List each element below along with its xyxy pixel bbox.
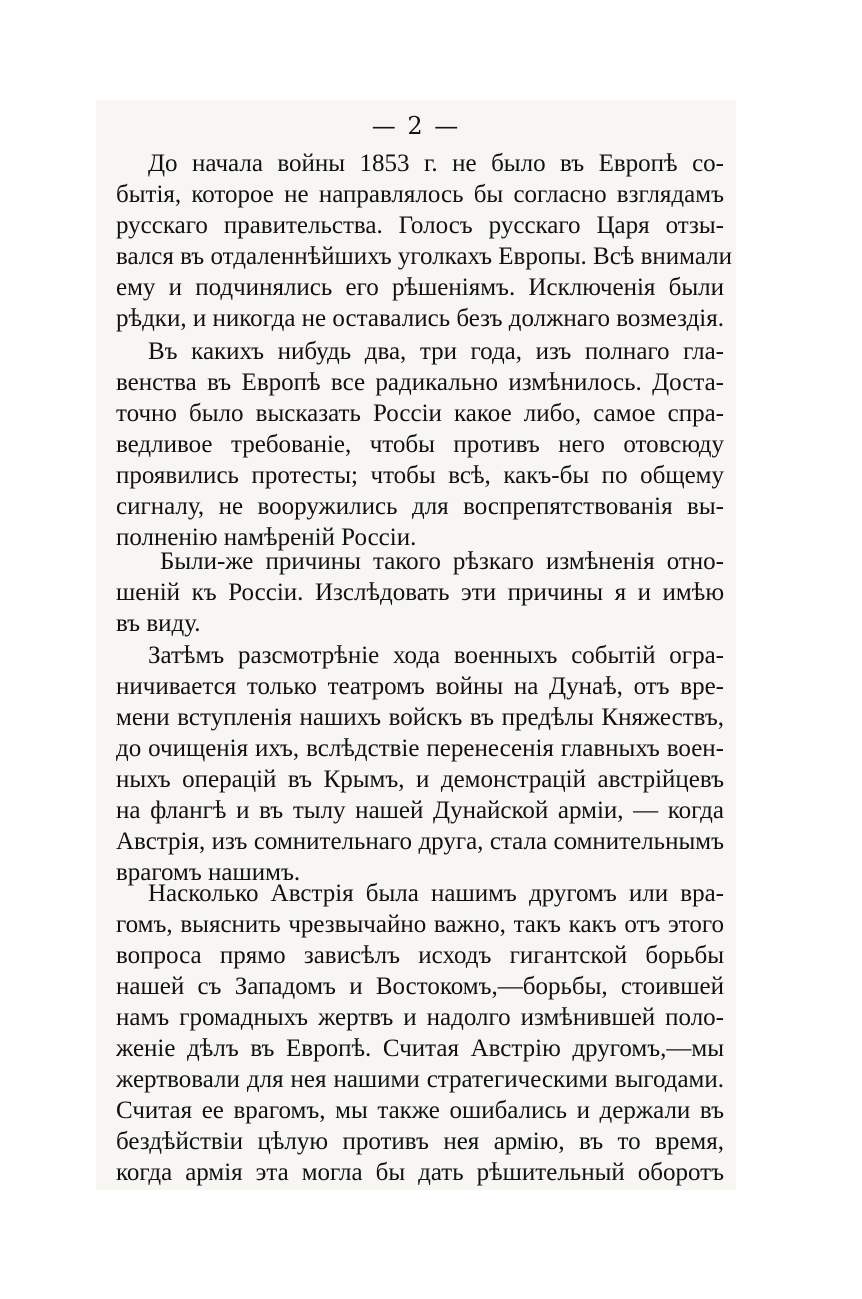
- text-line: гомъ, выяснить чрезвычайно важно, такъ какъ отъ этого: [116, 911, 724, 938]
- text-line: Были-же причины такого рѣзкаго измѣненія отно-: [160, 548, 724, 575]
- text-line: Насколько Австрія была нашимъ другомъ или вра-: [148, 880, 724, 907]
- text-line: русскаго правительства. Голосъ русскаго Царя отзы-: [116, 212, 724, 239]
- text-line: Считая ее врагомъ, мы также ошибались и держали въ: [116, 1097, 724, 1124]
- text-line: намъ громадныхъ жертвъ и надолго измѣнившей поло-: [116, 1004, 724, 1031]
- text-line: сигналу, не вооружились для воспрепятствованія вы-: [116, 493, 724, 520]
- text-line: рѣдки, и никогда не оставались безъ должнаго возмездія.: [116, 305, 724, 332]
- paragraph-2: [116, 336, 724, 553]
- text-line: Затѣмъ разсмотрѣніе хода военныхъ событій огра-: [148, 642, 724, 669]
- text-line: на флангѣ и въ тылу нашей Дунайской арміи, — когда: [116, 797, 724, 824]
- paragraph-4: [116, 640, 724, 888]
- book-page: [96, 100, 736, 1190]
- text-line: Въ какихъ нибудь два, три года, изъ полнаго гла-: [148, 338, 724, 365]
- text-line: вопроса прямо зависѣлъ исходъ гигантской борьбы: [116, 942, 724, 969]
- text-line: ему и подчинялись его рѣшеніямъ. Исключенія были: [116, 274, 724, 301]
- paragraph-3: [116, 546, 724, 639]
- text-line: когда армія эта могла бы дать рѣшительный оборотъ: [116, 1159, 724, 1186]
- text-line: До начала войны 1853 г. не было въ Европѣ со-: [148, 150, 724, 177]
- text-line: ныхъ операцій въ Крымъ, и демонстрацій австрійцевъ: [116, 766, 724, 793]
- text-line: бытія, которое не направлялось бы согласно взглядамъ: [116, 181, 724, 208]
- text-line: въ виду.: [116, 610, 201, 637]
- text-line: Австрія, изъ сомнительнаго друга, стала сомнительнымъ: [116, 828, 724, 855]
- text-line: бездѣйствіи цѣлую противъ нея армію, въ то время,: [116, 1128, 724, 1155]
- text-line: точно было высказать Россіи какое либо, самое спра-: [116, 400, 724, 427]
- text-line: до очищенія ихъ, вслѣдствіе перенесенія главныхъ воен-: [116, 735, 724, 762]
- text-line: шеній къ Россіи. Изслѣдовать эти причины я и имѣю: [116, 579, 724, 606]
- text-line: проявились протесты; чтобы всѣ, какъ-бы по общему: [116, 462, 724, 489]
- text-line: мени вступленія нашихъ войскъ въ предѣлы Княжествъ,: [116, 704, 724, 731]
- text-line: венства въ Европѣ все радикально измѣнилось. Доста-: [116, 369, 724, 396]
- text-line: ведливое требованіе, чтобы противъ него отовсюду: [116, 431, 724, 458]
- paragraph-5: [116, 878, 724, 1188]
- text-line: нашей съ Западомъ и Востокомъ,—борьбы, стоившей: [116, 973, 724, 1000]
- text-line: женіе дѣлъ въ Европѣ. Считая Австрію другомъ,—мы: [116, 1035, 724, 1062]
- page-number: — 2 —: [371, 112, 461, 140]
- text-line: ничивается только театромъ войны на Дунаѣ, отъ вре-: [116, 673, 724, 700]
- text-line: жертвовали для нея нашими стратегическими выгодами.: [116, 1066, 724, 1093]
- text-line: врагомъ нашимъ.: [116, 859, 301, 886]
- text-line: полненію намѣреній Россіи.: [116, 524, 417, 551]
- paragraph-1: [116, 148, 733, 334]
- text-line: вался въ отдаленнѣйшихъ уголкахъ Европы. Всѣ внимали: [116, 243, 733, 270]
